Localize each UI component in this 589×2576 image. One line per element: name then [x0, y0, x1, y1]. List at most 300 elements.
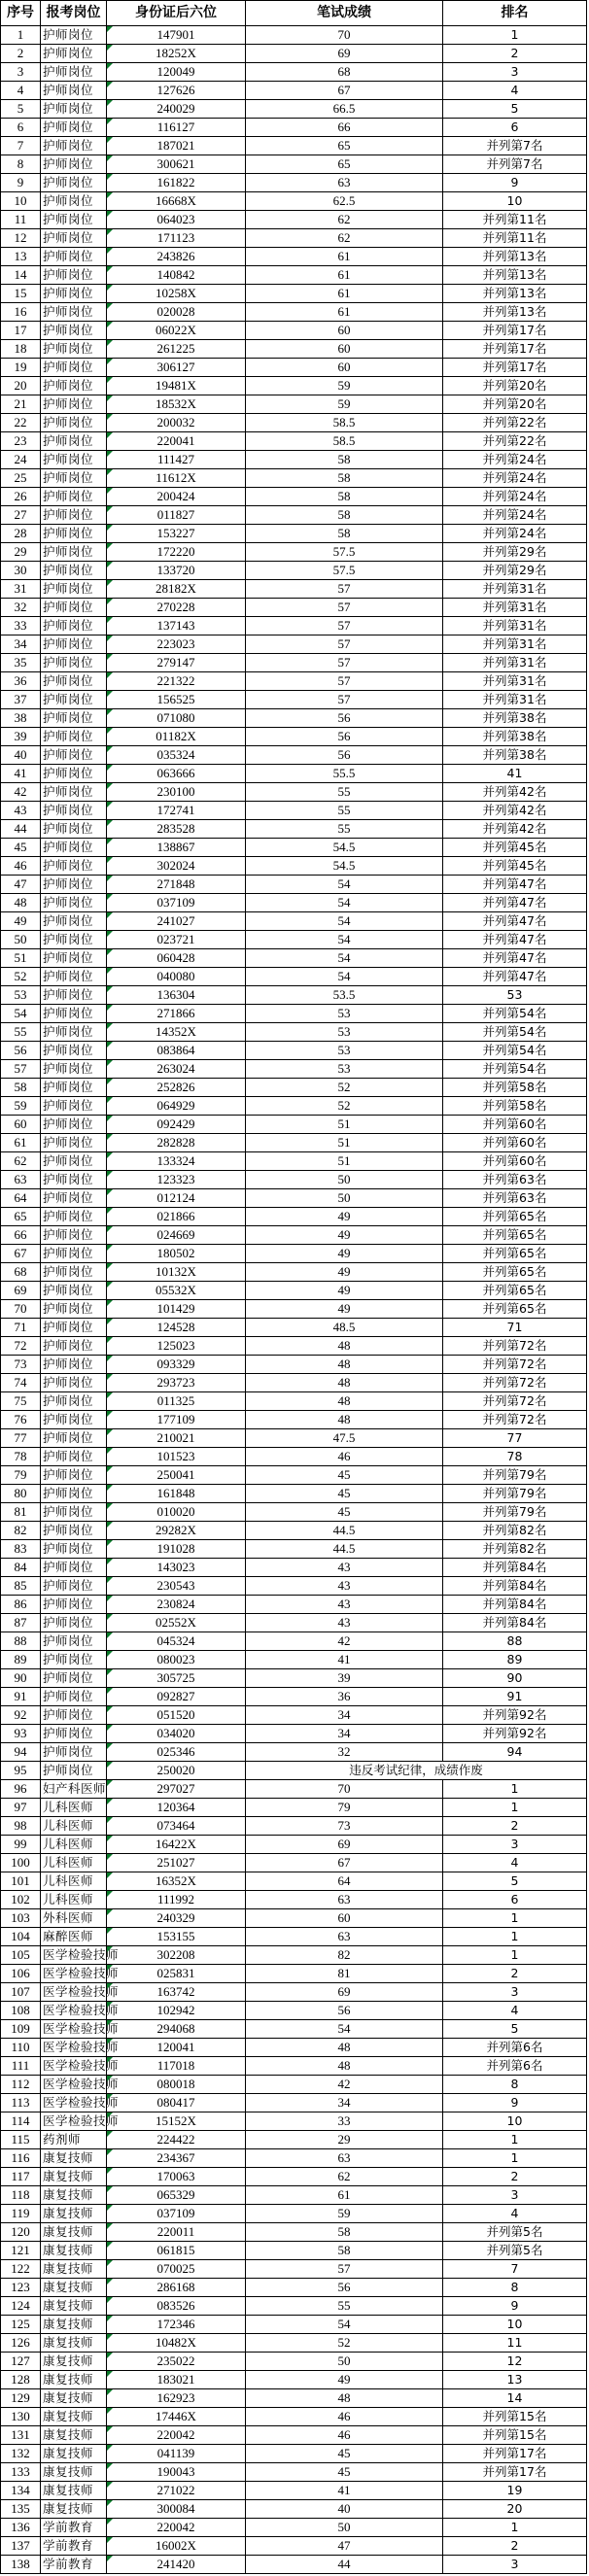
cell-seq: 45	[1, 839, 41, 857]
cell-id-last-six: 125023	[107, 1337, 246, 1356]
cell-seq: 56	[1, 1042, 41, 1060]
table-row	[1, 525, 587, 543]
cell-position: 护师岗位	[41, 1577, 107, 1596]
table-row	[1, 2057, 587, 2076]
cell-position: 康复技师	[41, 2500, 107, 2519]
table-row	[1, 2426, 587, 2445]
cell-score: 58	[246, 488, 443, 506]
table-row	[1, 1725, 587, 1743]
cell-score: 42	[246, 1632, 443, 1651]
table-row	[1, 359, 587, 377]
cell-seq: 8	[1, 155, 41, 174]
cell-rank: 并列第15名	[443, 2408, 587, 2426]
cell-score: 69	[246, 1983, 443, 2002]
table-row	[1, 617, 587, 635]
cell-rank: 91	[443, 1688, 587, 1706]
cell-id-last-six: 240329	[107, 1909, 246, 1928]
cell-rank: 3	[443, 2556, 587, 2574]
cell-position: 护师岗位	[41, 839, 107, 857]
cell-rank: 6	[443, 1891, 587, 1909]
cell-rank: 并列第54名	[443, 1060, 587, 1079]
cell-score: 57	[246, 691, 443, 709]
cell-rank: 并列第54名	[443, 1042, 587, 1060]
cell-score: 55	[246, 2297, 443, 2316]
table-row	[1, 414, 587, 432]
cell-seq: 75	[1, 1392, 41, 1411]
cell-position: 护师岗位	[41, 1171, 107, 1189]
table-row	[1, 1559, 587, 1577]
cell-position: 康复技师	[41, 2482, 107, 2500]
table-row	[1, 1540, 587, 1559]
table-row	[1, 949, 587, 968]
cell-seq: 59	[1, 1097, 41, 1116]
cell-seq: 51	[1, 949, 41, 968]
cell-rank: 88	[443, 1632, 587, 1651]
cell-id-last-six: 064023	[107, 211, 246, 229]
cell-seq: 1	[1, 26, 41, 45]
cell-seq: 102	[1, 1891, 41, 1909]
cell-seq: 123	[1, 2279, 41, 2297]
cell-id-last-six: 241027	[107, 912, 246, 931]
cell-seq: 41	[1, 765, 41, 783]
cell-score: 69	[246, 1836, 443, 1854]
cell-score: 46	[246, 2408, 443, 2426]
cell-void-note: 违反考试纪律，成绩作废	[246, 1762, 587, 1780]
cell-rank: 89	[443, 1651, 587, 1669]
cell-id-last-six: 080023	[107, 1651, 246, 1669]
table-row	[1, 1983, 587, 2002]
cell-position: 康复技师	[41, 2316, 107, 2334]
cell-position: 护师岗位	[41, 783, 107, 802]
cell-id-last-six: 200032	[107, 414, 246, 432]
cell-id-last-six: 162923	[107, 2389, 246, 2408]
cell-rank: 并列第17名	[443, 340, 587, 359]
cell-rank: 1	[443, 26, 587, 45]
cell-rank: 10	[443, 2316, 587, 2334]
cell-id-last-six: 210021	[107, 1429, 246, 1448]
cell-id-last-six: 190043	[107, 2463, 246, 2482]
cell-id-last-six: 300621	[107, 155, 246, 174]
table-row	[1, 229, 587, 248]
cell-position: 护师岗位	[41, 580, 107, 599]
cell-rank: 3	[443, 63, 587, 82]
cell-score: 54.5	[246, 839, 443, 857]
cell-position: 护师岗位	[41, 1116, 107, 1134]
table-row	[1, 2500, 587, 2519]
cell-score: 58	[246, 506, 443, 525]
cell-id-last-six: 261225	[107, 340, 246, 359]
cell-rank: 并列第38名	[443, 709, 587, 728]
cell-score: 41	[246, 2482, 443, 2500]
cell-seq: 42	[1, 783, 41, 802]
table-row	[1, 377, 587, 395]
cell-id-last-six: 061815	[107, 2242, 246, 2260]
cell-rank: 并列第38名	[443, 728, 587, 746]
table-row	[1, 1226, 587, 1245]
table-row	[1, 2371, 587, 2389]
table-row	[1, 2094, 587, 2112]
cell-position: 护师岗位	[41, 1226, 107, 1245]
cell-seq: 135	[1, 2500, 41, 2519]
cell-seq: 46	[1, 857, 41, 876]
table-row	[1, 1392, 587, 1411]
cell-rank: 1	[443, 2519, 587, 2537]
cell-score: 58.5	[246, 414, 443, 432]
cell-score: 48	[246, 1337, 443, 1356]
cell-rank: 并列第60名	[443, 1116, 587, 1134]
cell-position: 护师岗位	[41, 248, 107, 266]
cell-rank: 并列第58名	[443, 1097, 587, 1116]
cell-seq: 13	[1, 248, 41, 266]
cell-id-last-six: 18252X	[107, 45, 246, 63]
table-row	[1, 1928, 587, 1946]
cell-position: 学前教育	[41, 2519, 107, 2537]
table-row	[1, 986, 587, 1005]
cell-score: 49	[246, 1263, 443, 1282]
cell-score: 58	[246, 525, 443, 543]
cell-seq: 130	[1, 2408, 41, 2426]
cell-id-last-six: 279147	[107, 654, 246, 672]
cell-seq: 33	[1, 617, 41, 635]
cell-rank: 并列第29名	[443, 543, 587, 562]
cell-score: 49	[246, 1226, 443, 1245]
cell-position: 护师岗位	[41, 1023, 107, 1042]
cell-rank: 41	[443, 765, 587, 783]
cell-position: 护师岗位	[41, 322, 107, 340]
cell-rank: 并列第72名	[443, 1374, 587, 1392]
cell-rank: 并列第24名	[443, 525, 587, 543]
cell-seq: 6	[1, 119, 41, 137]
table-row	[1, 672, 587, 691]
cell-rank: 3	[443, 2186, 587, 2205]
cell-rank: 12	[443, 2353, 587, 2371]
cell-id-last-six: 293723	[107, 1374, 246, 1392]
cell-seq: 136	[1, 2519, 41, 2537]
cell-id-last-six: 172741	[107, 802, 246, 820]
cell-position: 护师岗位	[41, 266, 107, 285]
table-row	[1, 1300, 587, 1319]
cell-seq: 133	[1, 2463, 41, 2482]
cell-score: 44	[246, 2556, 443, 2574]
cell-seq: 7	[1, 137, 41, 155]
cell-score: 70	[246, 1780, 443, 1799]
cell-rank: 并列第72名	[443, 1411, 587, 1429]
table-row	[1, 1503, 587, 1522]
cell-rank: 3	[443, 1983, 587, 2002]
cell-rank: 并列第6名	[443, 2039, 587, 2057]
cell-position: 护师岗位	[41, 1503, 107, 1522]
cell-rank: 并列第20名	[443, 395, 587, 414]
cell-score: 34	[246, 1706, 443, 1725]
cell-rank: 并列第65名	[443, 1208, 587, 1226]
header-row	[1, 1, 587, 26]
cell-seq: 14	[1, 266, 41, 285]
table-row	[1, 2002, 587, 2020]
cell-position: 护师岗位	[41, 506, 107, 525]
cell-score: 43	[246, 1559, 443, 1577]
cell-position: 护师岗位	[41, 359, 107, 377]
cell-seq: 11	[1, 211, 41, 229]
cell-score: 79	[246, 1799, 443, 1817]
cell-id-last-six: 116127	[107, 119, 246, 137]
cell-position: 护师岗位	[41, 1042, 107, 1060]
cell-id-last-six: 28182X	[107, 580, 246, 599]
table-row	[1, 894, 587, 912]
cell-id-last-six: 147901	[107, 26, 246, 45]
cell-position: 护师岗位	[41, 1079, 107, 1097]
cell-seq: 93	[1, 1725, 41, 1743]
table-row	[1, 506, 587, 525]
cell-rank: 并列第15名	[443, 2426, 587, 2445]
table-row	[1, 1946, 587, 1965]
cell-seq: 39	[1, 728, 41, 746]
cell-position: 护师岗位	[41, 119, 107, 137]
cell-position: 护师岗位	[41, 1337, 107, 1356]
cell-rank: 并列第79名	[443, 1503, 587, 1522]
table-row	[1, 1263, 587, 1282]
table-row	[1, 322, 587, 340]
cell-score: 62.5	[246, 192, 443, 211]
cell-id-last-six: 177109	[107, 1411, 246, 1429]
cell-rank: 8	[443, 2076, 587, 2094]
cell-position: 护师岗位	[41, 728, 107, 746]
table-row	[1, 45, 587, 63]
cell-position: 医学检验技师	[41, 2094, 107, 2112]
table-row	[1, 155, 587, 174]
cell-position: 护师岗位	[41, 820, 107, 839]
cell-score: 50	[246, 1171, 443, 1189]
cell-rank: 并列第65名	[443, 1226, 587, 1245]
cell-position: 康复技师	[41, 2242, 107, 2260]
table-row	[1, 912, 587, 931]
cell-rank: 13	[443, 2371, 587, 2389]
cell-position: 护师岗位	[41, 765, 107, 783]
cell-id-last-six: 101523	[107, 1448, 246, 1466]
cell-score: 63	[246, 1928, 443, 1946]
cell-score: 44.5	[246, 1522, 443, 1540]
cell-seq: 26	[1, 488, 41, 506]
table-row	[1, 1466, 587, 1485]
cell-rank: 14	[443, 2389, 587, 2408]
cell-rank: 并列第24名	[443, 506, 587, 525]
cell-rank: 并列第7名	[443, 137, 587, 155]
cell-seq: 98	[1, 1817, 41, 1836]
table-row	[1, 654, 587, 672]
cell-position: 护师岗位	[41, 1743, 107, 1762]
cell-seq: 43	[1, 802, 41, 820]
cell-seq: 120	[1, 2223, 41, 2242]
cell-position: 护师岗位	[41, 1429, 107, 1448]
cell-seq: 16	[1, 303, 41, 322]
cell-id-last-six: 271866	[107, 1005, 246, 1023]
cell-score: 67	[246, 82, 443, 100]
cell-score: 36	[246, 1688, 443, 1706]
cell-seq: 106	[1, 1965, 41, 1983]
cell-position: 护师岗位	[41, 1540, 107, 1559]
cell-seq: 127	[1, 2353, 41, 2371]
cell-position: 护师岗位	[41, 617, 107, 635]
cell-position: 护师岗位	[41, 1688, 107, 1706]
cell-id-last-six: 29282X	[107, 1522, 246, 1540]
cell-id-last-six: 16002X	[107, 2537, 246, 2556]
cell-position: 儿科医师	[41, 1817, 107, 1836]
cell-position: 护师岗位	[41, 377, 107, 395]
cell-seq: 128	[1, 2371, 41, 2389]
cell-rank: 20	[443, 2500, 587, 2519]
cell-seq: 44	[1, 820, 41, 839]
cell-seq: 115	[1, 2131, 41, 2149]
cell-seq: 73	[1, 1356, 41, 1374]
cell-position: 护师岗位	[41, 26, 107, 45]
cell-score: 51	[246, 1134, 443, 1152]
cell-position: 护师岗位	[41, 100, 107, 119]
cell-id-last-six: 120364	[107, 1799, 246, 1817]
cell-score: 45	[246, 1466, 443, 1485]
cell-position: 康复技师	[41, 2297, 107, 2316]
cell-score: 49	[246, 1208, 443, 1226]
cell-score: 55.5	[246, 765, 443, 783]
table-row	[1, 1356, 587, 1374]
cell-position: 护师岗位	[41, 174, 107, 192]
cell-seq: 63	[1, 1171, 41, 1189]
cell-rank: 9	[443, 174, 587, 192]
cell-position: 护师岗位	[41, 192, 107, 211]
table-row	[1, 1485, 587, 1503]
cell-score: 33	[246, 2112, 443, 2131]
cell-score: 67	[246, 1854, 443, 1872]
cell-id-last-six: 251027	[107, 1854, 246, 1872]
cell-seq: 100	[1, 1854, 41, 1872]
table-row	[1, 1854, 587, 1872]
table-row	[1, 1872, 587, 1891]
cell-rank: 并列第84名	[443, 1596, 587, 1614]
cell-seq: 21	[1, 395, 41, 414]
cell-position: 护师岗位	[41, 709, 107, 728]
cell-position: 护师岗位	[41, 229, 107, 248]
cell-score: 58	[246, 451, 443, 469]
cell-id-last-six: 200424	[107, 488, 246, 506]
cell-position: 护师岗位	[41, 691, 107, 709]
cell-id-last-six: 012124	[107, 1189, 246, 1208]
cell-id-last-six: 220042	[107, 2426, 246, 2445]
cell-score: 48	[246, 2057, 443, 2076]
cell-seq: 34	[1, 635, 41, 654]
table-row	[1, 580, 587, 599]
table-row	[1, 1319, 587, 1337]
cell-seq: 68	[1, 1263, 41, 1282]
cell-id-last-six: 010020	[107, 1503, 246, 1522]
cell-id-last-six: 080018	[107, 2076, 246, 2094]
cell-id-last-six: 01182X	[107, 728, 246, 746]
table-row	[1, 2260, 587, 2279]
cell-seq: 137	[1, 2537, 41, 2556]
cell-position: 医学检验技师	[41, 1983, 107, 2002]
cell-id-last-six: 023721	[107, 931, 246, 949]
cell-seq: 88	[1, 1632, 41, 1651]
cell-score: 61	[246, 2186, 443, 2205]
cell-seq: 86	[1, 1596, 41, 1614]
cell-id-last-six: 133720	[107, 562, 246, 580]
cell-position: 康复技师	[41, 2445, 107, 2463]
cell-score: 54	[246, 2020, 443, 2039]
cell-score: 45	[246, 1503, 443, 1522]
cell-score: 57	[246, 599, 443, 617]
table-row	[1, 968, 587, 986]
cell-position: 护师岗位	[41, 1559, 107, 1577]
cell-score: 60	[246, 322, 443, 340]
cell-position: 妇产科医师	[41, 1780, 107, 1799]
cell-score: 56	[246, 728, 443, 746]
cell-seq: 58	[1, 1079, 41, 1097]
cell-rank: 1	[443, 1780, 587, 1799]
cell-id-last-six: 294068	[107, 2020, 246, 2039]
cell-rank: 并列第47名	[443, 968, 587, 986]
table-row	[1, 2389, 587, 2408]
cell-seq: 78	[1, 1448, 41, 1466]
cell-position: 护师岗位	[41, 1263, 107, 1282]
table-row	[1, 1706, 587, 1725]
cell-rank: 2	[443, 2168, 587, 2186]
cell-seq: 134	[1, 2482, 41, 2500]
cell-position: 护师岗位	[41, 1300, 107, 1319]
cell-seq: 77	[1, 1429, 41, 1448]
cell-score: 55	[246, 783, 443, 802]
cell-id-last-six: 143023	[107, 1559, 246, 1577]
cell-position: 护师岗位	[41, 414, 107, 432]
cell-rank: 10	[443, 192, 587, 211]
cell-rank: 并列第65名	[443, 1282, 587, 1300]
cell-seq: 49	[1, 912, 41, 931]
cell-id-last-six: 223023	[107, 635, 246, 654]
cell-position: 护师岗位	[41, 912, 107, 931]
cell-position: 康复技师	[41, 2168, 107, 2186]
cell-position: 护师岗位	[41, 137, 107, 155]
cell-rank: 4	[443, 82, 587, 100]
cell-position: 护师岗位	[41, 1005, 107, 1023]
cell-score: 60	[246, 359, 443, 377]
cell-position: 护师岗位	[41, 1097, 107, 1116]
cell-rank: 53	[443, 986, 587, 1005]
cell-id-last-six: 172220	[107, 543, 246, 562]
cell-seq: 53	[1, 986, 41, 1005]
cell-score: 56	[246, 746, 443, 765]
cell-score: 49	[246, 1300, 443, 1319]
table-row	[1, 1023, 587, 1042]
cell-seq: 15	[1, 285, 41, 303]
cell-score: 53	[246, 1023, 443, 1042]
cell-id-last-six: 306127	[107, 359, 246, 377]
cell-id-last-six: 224422	[107, 2131, 246, 2149]
cell-position: 康复技师	[41, 2426, 107, 2445]
cell-score: 48	[246, 1392, 443, 1411]
cell-id-last-six: 05532X	[107, 1282, 246, 1300]
cell-score: 54.5	[246, 857, 443, 876]
cell-seq: 122	[1, 2260, 41, 2279]
cell-id-last-six: 11612X	[107, 469, 246, 488]
cell-seq: 85	[1, 1577, 41, 1596]
cell-seq: 50	[1, 931, 41, 949]
cell-id-last-six: 080417	[107, 2094, 246, 2112]
cell-seq: 57	[1, 1060, 41, 1079]
cell-position: 医学检验技师	[41, 2039, 107, 2057]
cell-id-last-six: 136304	[107, 986, 246, 1005]
cell-seq: 32	[1, 599, 41, 617]
cell-id-last-six: 102942	[107, 2002, 246, 2020]
cell-rank: 并列第13名	[443, 266, 587, 285]
cell-rank: 1	[443, 2131, 587, 2149]
cell-id-last-six: 041139	[107, 2445, 246, 2463]
table-row	[1, 469, 587, 488]
